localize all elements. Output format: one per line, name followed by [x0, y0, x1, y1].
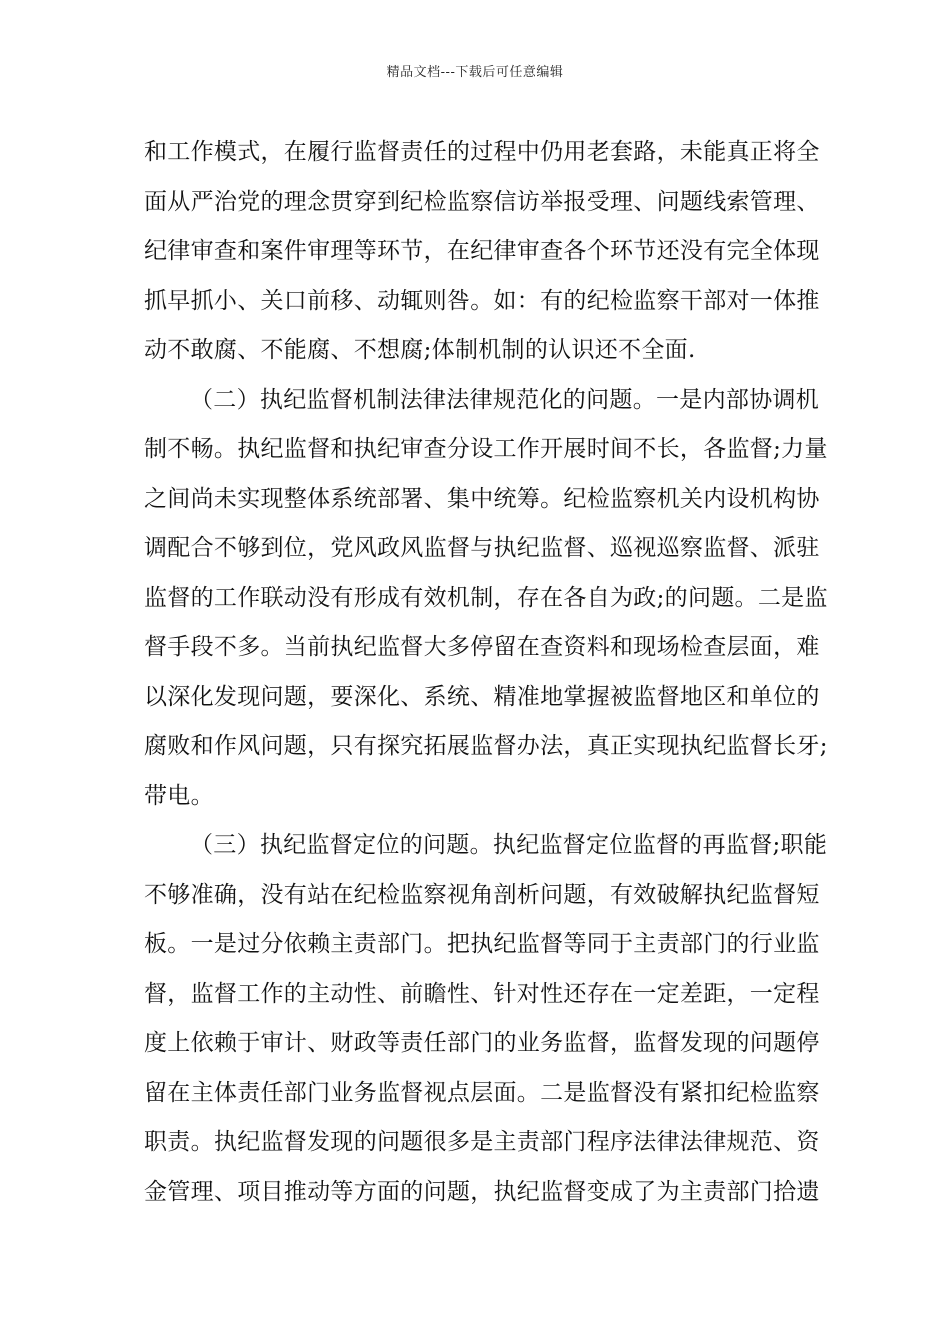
text-line: 不够准确，没有站在纪检监察视角剖析问题，有效破解执纪监督短	[144, 881, 820, 908]
text-line: 留在主体责任部门业务监督视点层面。二是监督没有紧扣纪检监察	[144, 1079, 820, 1106]
text-line: 和工作模式，在履行监督责任的过程中仍用老套路，未能真正将全	[144, 139, 820, 165]
text-line: 监督的工作联动没有形成有效机制，存在各自为政;的问题。二是监	[144, 584, 828, 611]
text-line: 纪律审查和案件审理等环节，在纪律审查各个环节还没有完全体现	[144, 238, 820, 264]
text-line: 抓早抓小、关口前移、动辄则咎。如：有的纪检监察干部对一体推	[144, 287, 820, 314]
page-header: 精品文档---下载后可任意编辑	[386, 65, 564, 80]
text-line: 调配合不够到位，党风政风监督与执纪监督、巡视巡察监督、派驻	[144, 535, 820, 561]
text-line: 度上依赖于审计、财政等责任部门的业务监督，监督发现的问题停	[144, 1030, 820, 1056]
text-line: 督手段不多。当前执纪监督大多停留在查资料和现场检查层面，难	[144, 634, 820, 660]
paragraph-section-three	[144, 821, 828, 1217]
text-line: 督，监督工作的主动性、前瞻性、针对性还存在一定差距，一定程	[144, 980, 820, 1007]
text-line: （三）执纪监督定位的问题。执纪监督定位监督的再监督;职能	[190, 832, 828, 858]
text-line: 制不畅。执纪监督和执纪审查分设工作开展时间不长，各监督;力量	[144, 436, 828, 462]
text-line: 职责。执纪监督发现的问题很多是主责部门程序法律法律规范、资	[144, 1129, 820, 1155]
text-line: 面从严治党的理念贯穿到纪检监察信访举报受理、问题线索管理、	[144, 188, 820, 215]
text-line: 动不敢腐、不能腐、不想腐;体制机制的认识还不全面.	[144, 337, 696, 363]
paragraph-continuation	[144, 128, 820, 376]
text-line: 腐败和作风问题，只有探究拓展监督办法，真正实现执纪监督长牙;	[144, 733, 828, 759]
text-line: 板。一是过分依赖主责部门。把执纪监督等同于主责部门的行业监	[144, 931, 820, 957]
text-line: 带电。	[144, 782, 214, 809]
document-body	[144, 128, 828, 1217]
text-line: 以深化发现问题，要深化、系统、精准地掌握被监督地区和单位的	[144, 683, 820, 710]
text-line: 之间尚未实现整体系统部署、集中统筹。纪检监察机关内设机构协	[144, 485, 820, 512]
paragraph-section-two	[144, 376, 828, 822]
text-line: （二）执纪监督机制法律法律规范化的问题。一是内部协调机	[190, 386, 820, 413]
text-line: 金管理、项目推动等方面的问题，执纪监督变成了为主责部门拾遗	[144, 1178, 820, 1205]
